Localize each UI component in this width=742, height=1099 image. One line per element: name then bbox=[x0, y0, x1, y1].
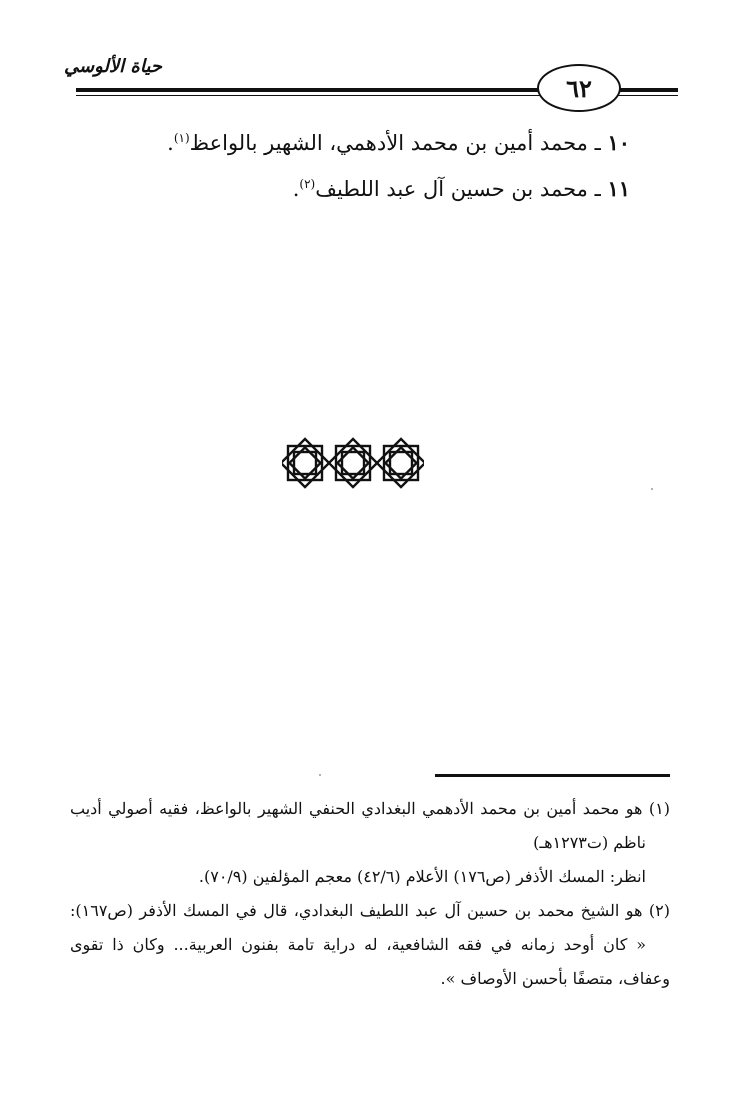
running-header-title: حياة الألوسي bbox=[64, 56, 162, 77]
scan-speck bbox=[319, 774, 321, 776]
list-item bbox=[293, 176, 630, 201]
page-number-badge bbox=[537, 64, 621, 112]
footnote-ref: (١) bbox=[173, 131, 190, 145]
octagram-star-icon bbox=[377, 439, 424, 487]
footnote-line: (٢) هو الشيخ محمد بن حسين آل عبد اللطيف البغدادي، قال في المسك الأذفر (ص١٦٧): bbox=[70, 901, 670, 920]
footnotes bbox=[70, 792, 670, 996]
section-ornament bbox=[282, 433, 424, 493]
list-item-end: . bbox=[292, 177, 300, 201]
footnote-line: انظر: المسك الأذفر (ص١٧٦) الأعلام (٤٢/٦) معجم المؤلفين (٧٠/٩). bbox=[198, 867, 646, 886]
list-item-number: ١٠ bbox=[607, 130, 630, 155]
footnote-line: ناظم (ت١٢٧٣هـ) bbox=[533, 833, 646, 852]
list-item-end: . bbox=[167, 131, 174, 155]
octagram-star-icon bbox=[282, 439, 329, 487]
list-item-text: محمد بن حسين آل عبد اللطيف bbox=[315, 177, 588, 201]
page-number: ٦٢ bbox=[566, 73, 592, 103]
footnote-line: وعفاف، متصفًا بأحسن الأوصاف ». bbox=[440, 969, 670, 988]
octagram-star-icon bbox=[329, 439, 377, 487]
footnote-ref: (٢) bbox=[299, 177, 316, 191]
list-item-dash: ـ bbox=[594, 131, 601, 155]
footnote-line: « كان أوحد زمانه في فقه الشافعية، له دراية تامة بفنون العربية... وكان ذا تقوى bbox=[70, 935, 646, 954]
list-item-number: ١١ bbox=[607, 176, 630, 201]
scan-speck bbox=[651, 488, 653, 490]
list-item bbox=[167, 130, 630, 155]
list-item-text: محمد أمين بن محمد الأدهمي، الشهير بالواعظ bbox=[189, 131, 588, 155]
list-item-dash: ـ bbox=[594, 177, 601, 201]
footnote-separator bbox=[435, 774, 670, 777]
footnote-line: (١) هو محمد أمين بن محمد الأدهمي البغدادي الحنفي الشهير بالواعظ، فقيه أصولي أديب bbox=[70, 799, 671, 818]
